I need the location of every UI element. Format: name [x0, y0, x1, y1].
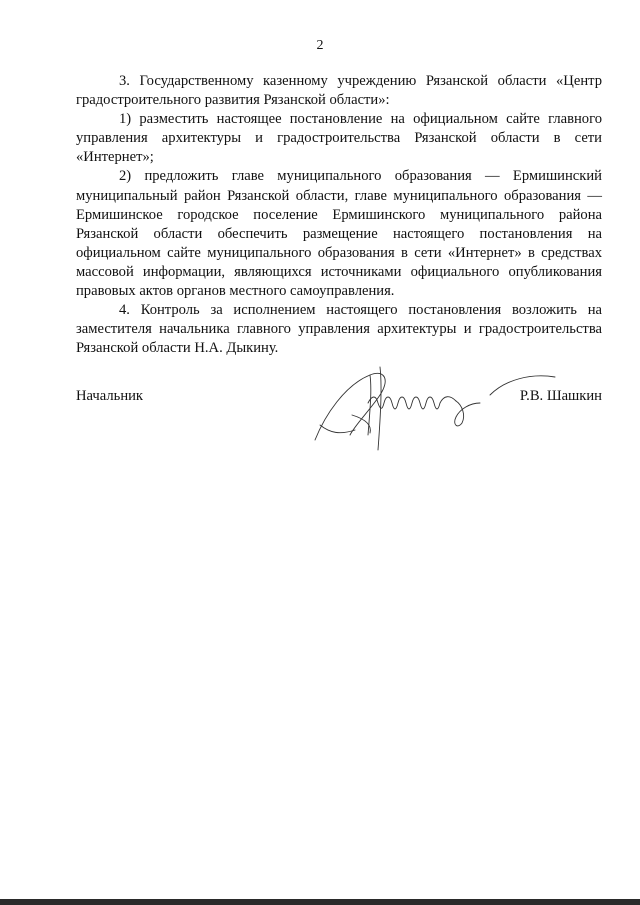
handwritten-signature	[310, 355, 560, 455]
page-number: 2	[316, 38, 324, 53]
page-bottom-edge	[0, 899, 640, 905]
signatory-title: Начальник	[76, 388, 144, 404]
document-body	[76, 72, 602, 358]
paragraph-subitem-2: 2) предложить главе муниципального образования — Ермишинский муниципальный район Рязанской области, главе муниципального образования — Ермишинское городское поселение Ермишинского муниципального района Рязанской области обеспечить размещение настоящего постановления на официальном сайте муниципального образования в сети «Интернет» в средствах массовой информации, являющихся источниками официального опубликования правовых актов органов местного самоуправления.	[76, 168, 602, 300]
paragraph-item-3: 3. Государственному казенному учреждению Рязанской области «Центр градостроительного развития Рязанской области»:	[76, 73, 602, 109]
paragraph-item-4: 4. Контроль за исполнением настоящего постановления возложить на заместителя начальника главного управления архитектуры и градостроительства Рязанской области Н.А. Дыкину.	[76, 302, 602, 357]
paragraph-subitem-1: 1) разместить настоящее постановление на официальном сайте главного управления архитектуры и градостроительства Рязанской области в сети «Интернет»;	[76, 111, 602, 166]
signatory-name: Р.В. Шашкин	[519, 388, 602, 404]
